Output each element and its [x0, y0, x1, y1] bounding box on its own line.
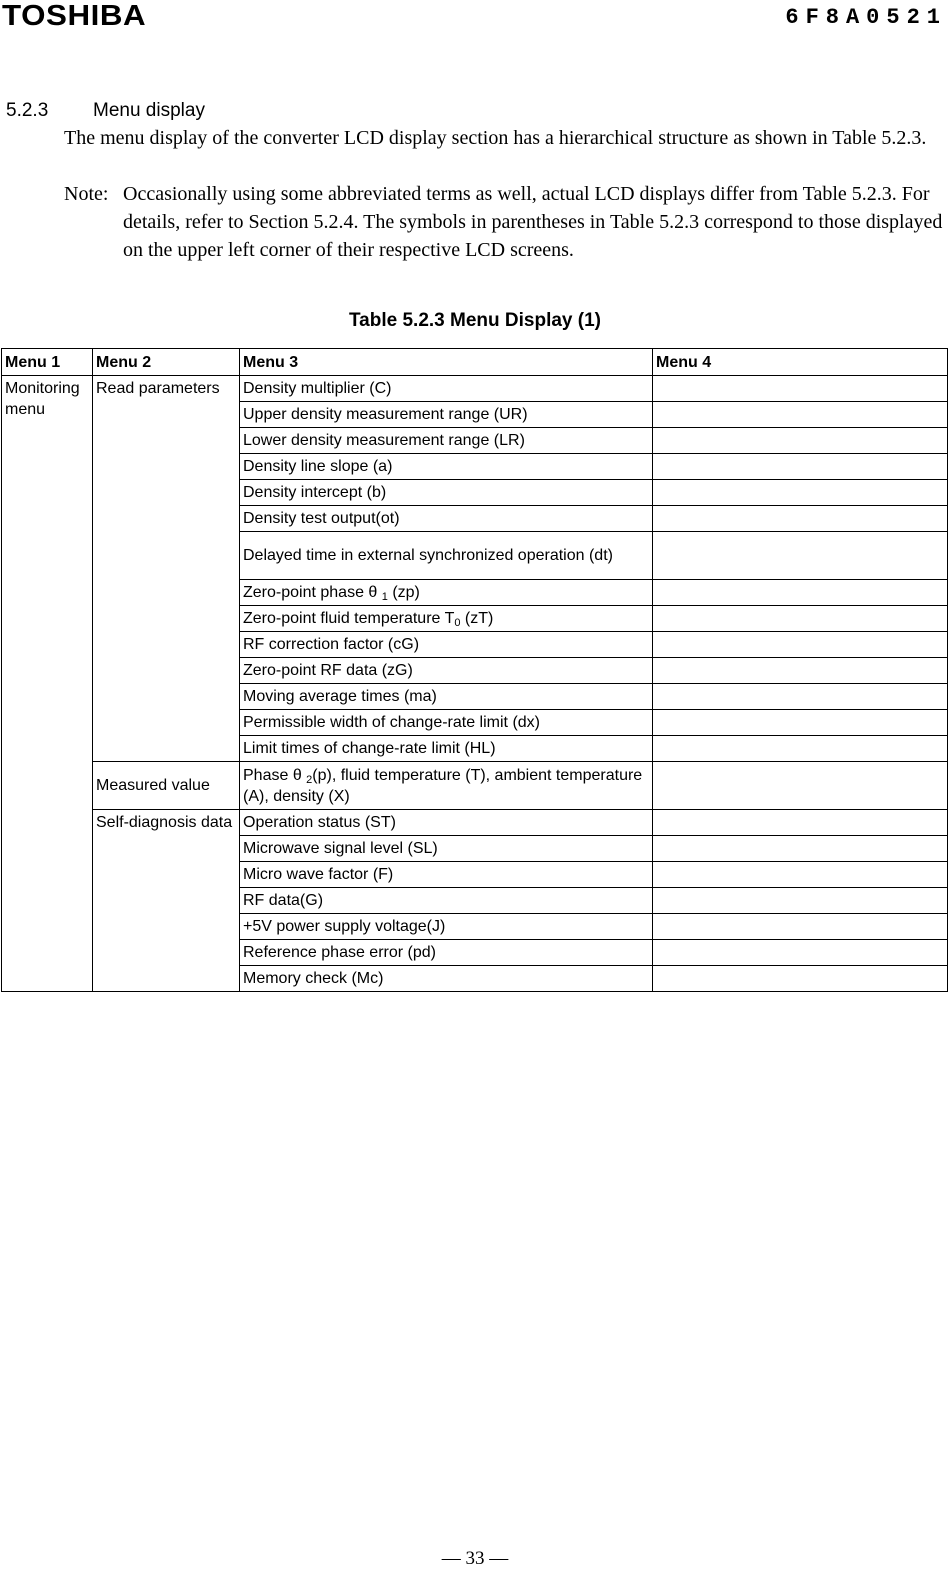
section-number: 5.2.3 [6, 100, 49, 121]
menu3-cell: Lower density measurement range (LR) [240, 428, 653, 454]
note-text: Occasionally using some abbreviated terms as well, actual LCD displays differ from Table 5.2.3. For details, refer to Section 5.2.4. The symbols in parentheses in Table 5.2.3 correspond to those displayed on the upper left corner of their respective LCD screens. [123, 183, 943, 261]
menu4-cell [653, 580, 948, 606]
menu4-cell [653, 940, 948, 966]
menu4-cell [653, 836, 948, 862]
table-row [2, 376, 948, 402]
menu3-cell: RF data(G) [240, 888, 653, 914]
menu3-cell: Density line slope (a) [240, 454, 653, 480]
menu-display-table [1, 348, 948, 992]
menu3-cell: Moving average times (ma) [240, 684, 653, 710]
header-menu2: Menu 2 [93, 349, 240, 376]
menu3-cell: Limit times of change-rate limit (HL) [240, 736, 653, 762]
section-title: Menu display [93, 100, 205, 121]
menu3-cell: Density test output(ot) [240, 506, 653, 532]
table-row [2, 762, 948, 810]
menu4-cell [653, 710, 948, 736]
menu3-text: Phase θ [243, 766, 307, 784]
menu4-cell [653, 606, 948, 632]
menu3-cell: Upper density measurement range (UR) [240, 402, 653, 428]
menu4-cell [653, 632, 948, 658]
note-block [64, 180, 948, 264]
menu3-cell: Density intercept (b) [240, 480, 653, 506]
menu3-text: Zero-point fluid temperature T [243, 610, 455, 627]
menu3-text: (zp) [387, 584, 420, 601]
menu3-cell: Micro wave factor (F) [240, 862, 653, 888]
menu3-cell: Reference phase error (pd) [240, 940, 653, 966]
menu3-cell: Microwave signal level (SL) [240, 836, 653, 862]
header-menu3: Menu 3 [240, 349, 653, 376]
menu4-cell [653, 532, 948, 580]
menu4-cell [653, 966, 948, 992]
menu4-cell [653, 762, 948, 810]
menu3-cell: Density multiplier (C) [240, 376, 653, 402]
table-caption: Table 5.2.3 Menu Display (1) [348, 310, 601, 331]
menu3-subscript: 2 [306, 773, 313, 786]
document-number: 6F8A0521 [785, 5, 947, 30]
menu3-cell: Permissible width of change-rate limit (dx) [240, 710, 653, 736]
menu4-cell [653, 684, 948, 710]
intro-paragraph: The menu display of the converter LCD display section has a hierarchical structure as shown in Table 5.2.3. [64, 127, 927, 149]
table-header-row [2, 349, 948, 376]
menu4-cell [653, 914, 948, 940]
menu2-cell: Self-diagnosis data [93, 810, 240, 992]
menu3-text: (zT) [460, 610, 494, 627]
menu1-cell: Monitoring menu [2, 376, 93, 992]
menu3-subscript: 0 [454, 617, 461, 629]
menu4-cell [653, 402, 948, 428]
menu3-cell: Memory check (Mc) [240, 966, 653, 992]
page-footer [0, 1548, 950, 1570]
table-row [2, 810, 948, 836]
menu4-cell [653, 658, 948, 684]
menu4-cell [653, 480, 948, 506]
menu4-cell [653, 454, 948, 480]
menu3-cell: Delayed time in external synchronized operation (dt) [240, 532, 653, 580]
section-heading [6, 99, 205, 123]
menu3-text: (p), fluid temperature (T), ambient temperature (A), density (X) [243, 766, 643, 805]
menu3-cell: Zero-point RF data (zG) [240, 658, 653, 684]
table-body [2, 376, 948, 992]
header-menu4: Menu 4 [653, 349, 948, 376]
menu4-cell [653, 810, 948, 836]
menu3-cell [240, 606, 653, 632]
menu3-subscript: 1 [381, 591, 388, 603]
menu2-cell: Measured value [93, 762, 240, 810]
menu4-cell [653, 862, 948, 888]
menu2-cell: Read parameters [93, 376, 240, 762]
menu4-cell [653, 506, 948, 532]
page-number: 33 [465, 1548, 485, 1569]
note-label: Note: [64, 183, 109, 205]
menu3-text: Zero-point phase θ [243, 584, 382, 601]
toshiba-logo: TOSHIBA [2, 0, 147, 32]
menu3-cell [240, 580, 653, 606]
header-menu1: Menu 1 [2, 349, 93, 376]
menu3-cell: Operation status (ST) [240, 810, 653, 836]
menu3-cell: +5V power supply voltage(J) [240, 914, 653, 940]
footer-dash-right: — [484, 1548, 509, 1569]
menu4-cell [653, 376, 948, 402]
menu4-cell [653, 736, 948, 762]
menu3-cell: RF correction factor (cG) [240, 632, 653, 658]
menu4-cell [653, 428, 948, 454]
footer-dash-left: — [441, 1548, 466, 1569]
menu4-cell [653, 888, 948, 914]
menu3-cell [240, 762, 653, 810]
